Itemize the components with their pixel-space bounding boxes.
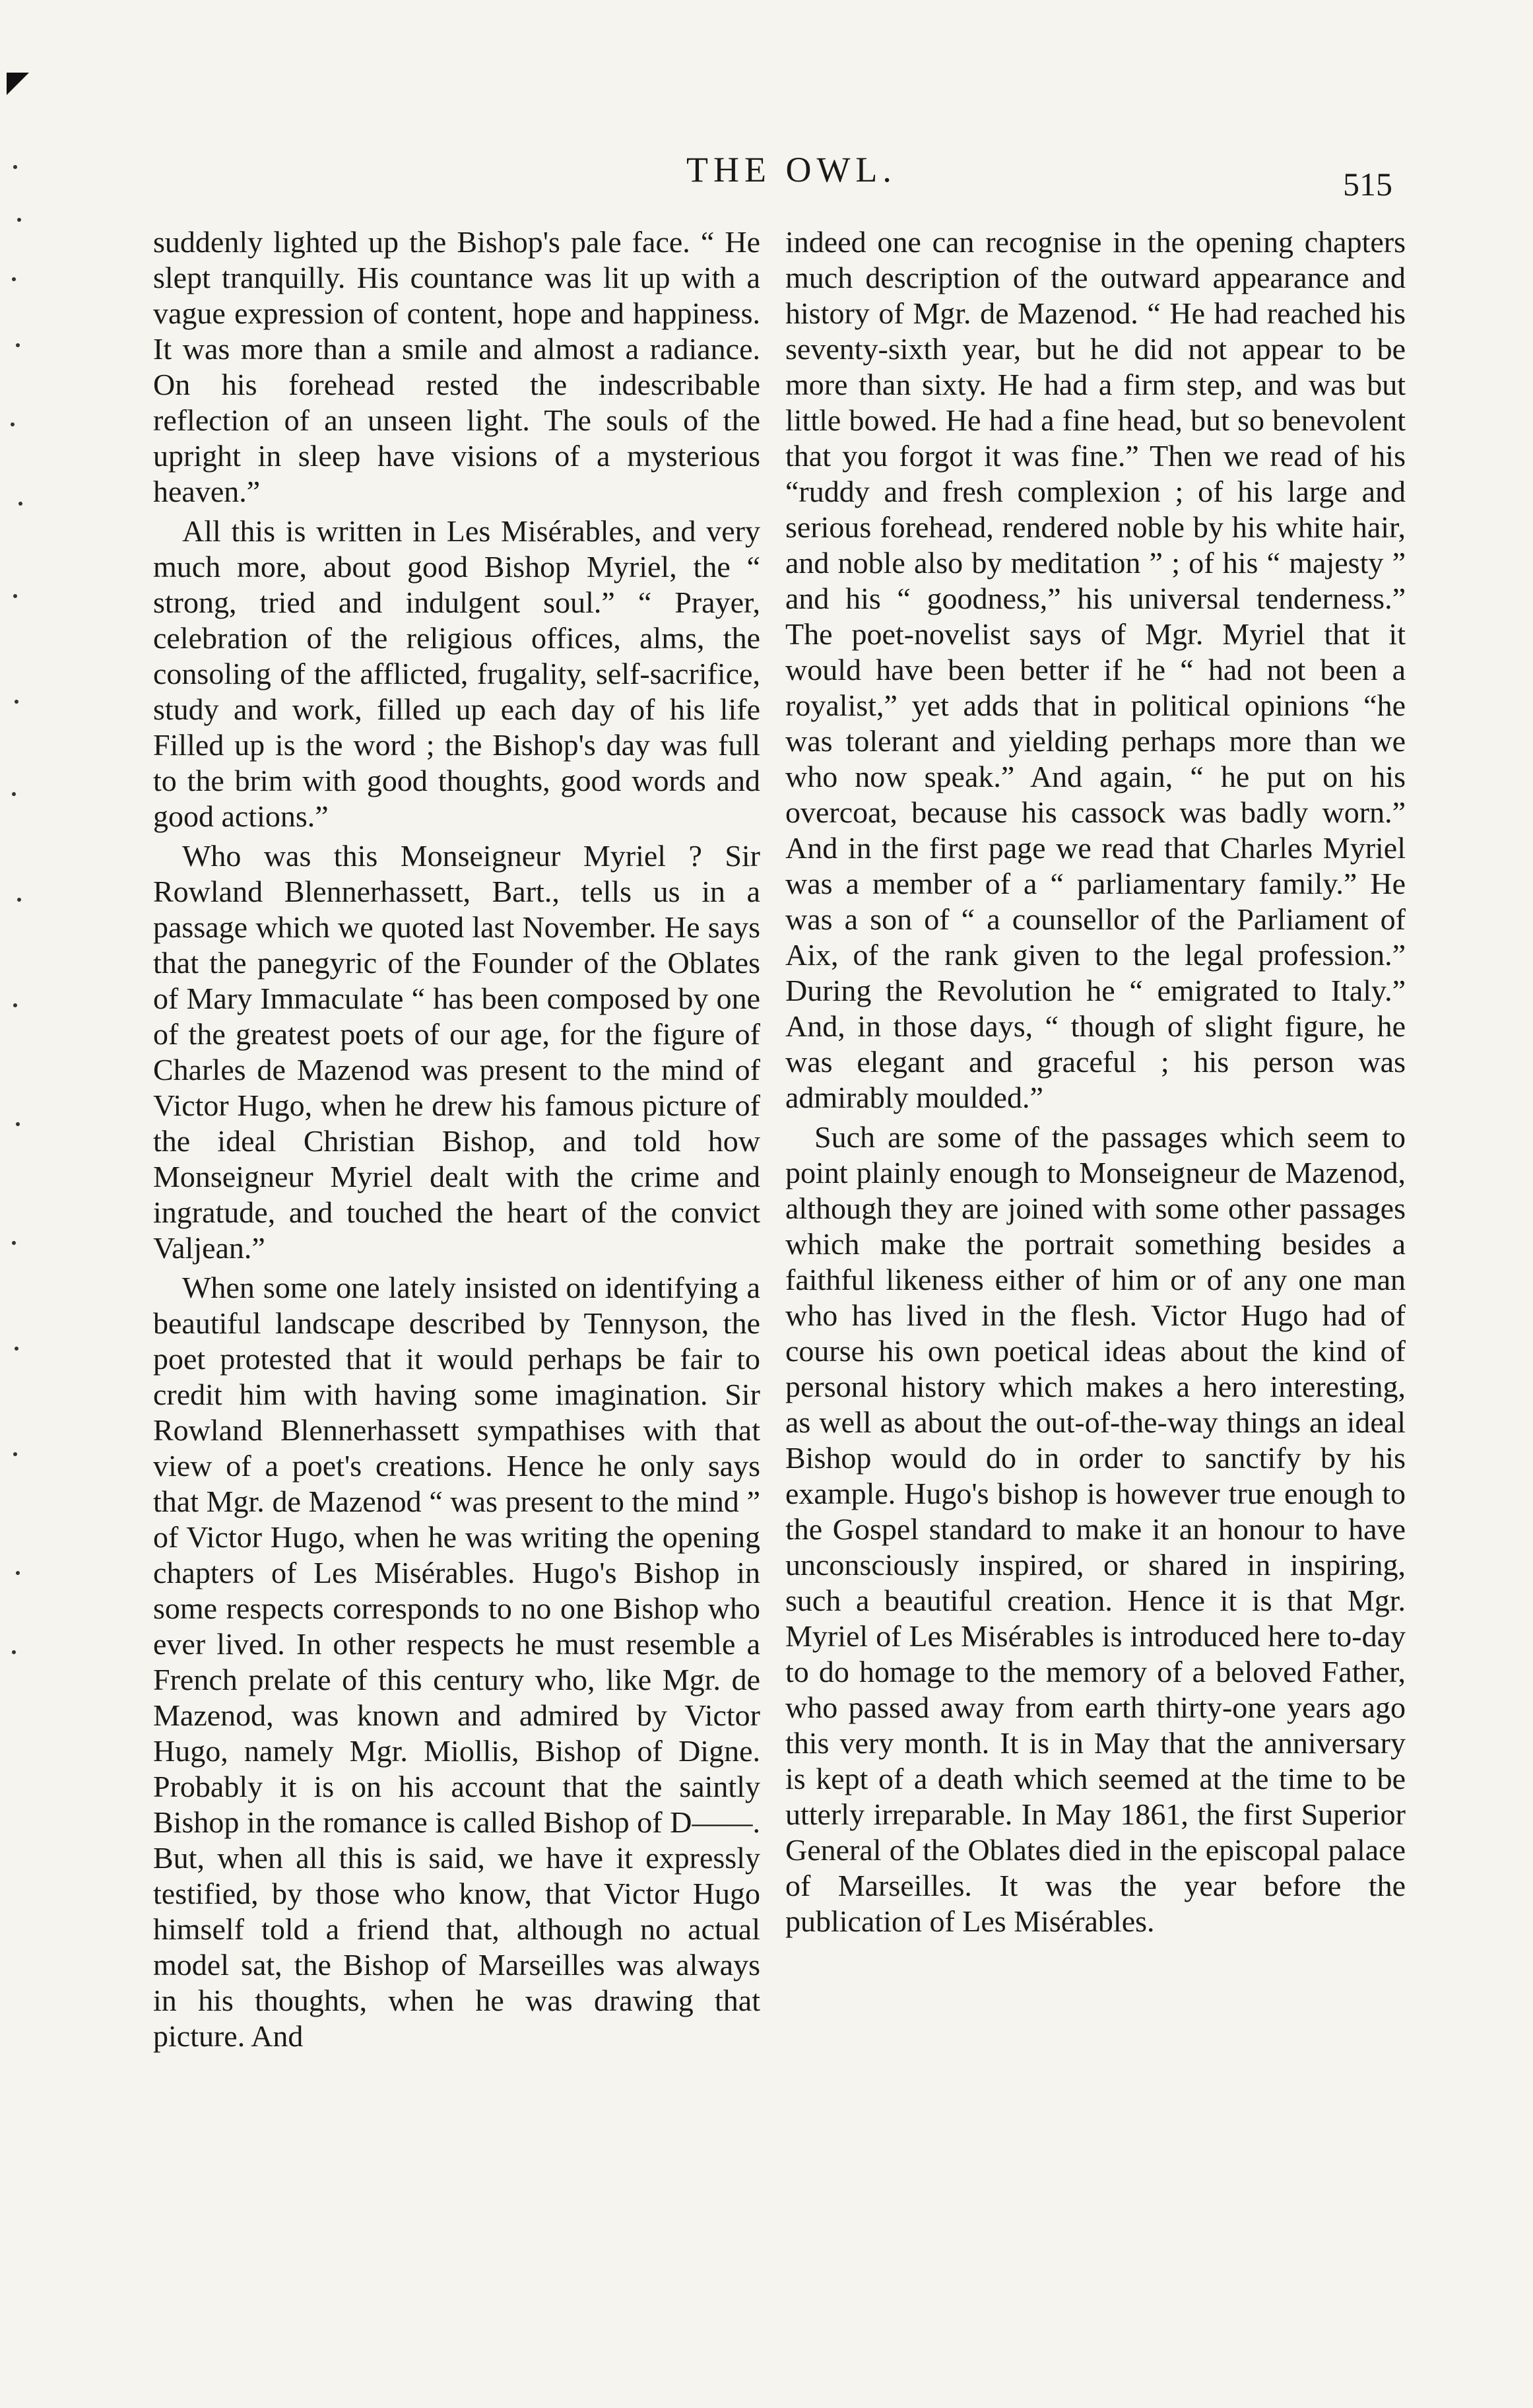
binding-edge-marks [0, 0, 46, 2408]
paragraph: All this is written in Les Misérables, and very much more, about good Bishop Myriel, the “ strong, tried and indulgent soul.” “ Prayer, celebration of the religious offices, alms, the consoling of the afflicted, frugality, self-sacrifice, study and work, filled up each day of his life Filled up is the word ; the Bishop's day was full to the brim with good thoughts, good words and good actions.” [153, 514, 760, 833]
paragraph: Who was this Monseigneur Myriel ? Sir Rowland Blennerhassett, Bart., tells us in a passage which we quoted last November. He says that the panegyric of the Founder of the Oblates of Mary Immaculate “ has been composed by one of the greatest poets of our age, for the figure of Charles de Mazenod was present to the mind of Victor Hugo, when he drew his famous picture of the ideal Christian Bishop, and told how Monseigneur Myriel dealt with the crime and ingratude, and touched the heart of the convict Valjean.” [153, 839, 760, 1265]
text-column-right [785, 224, 1406, 1943]
paragraph: indeed one can recognise in the opening chapters much description of the outward appearance and history of Mgr. de Mazenod. “ He had reached his seventy-sixth year, but he did not appear to be more than sixty. He had a firm step, and was but little bowed. He had a fine head, but so benevolent that you forgot it was fine.” Then we read of his “ruddy and fresh complexion ; of his large and serious forehead, rendered noble by his white hair, and noble also by meditation ” ; of his “ majesty ” and his “ goodness,” his universal tenderness.” The poet-novelist says of Mgr. Myriel that it would have been better if he “ had not been a royalist,” yet adds that in political opinions “he was tolerant and yielding perhaps more than we who now speak.” And again, “ he put on his overcoat, because his cassock was badly worn.” And in the first page we read that Charles Myriel was a member of a “ parliamentary family.” He was a son of “ a counsellor of the Parliament of Aix, of the rank given to the legal profession.” During the Revolution he “ emigrated to Italy.” And, in those days, “ though of slight figure, he was elegant and graceful ; his person was admirably moulded.” [785, 225, 1406, 1114]
page-number: 515 [1343, 166, 1392, 203]
text-column-left [153, 224, 760, 2058]
paragraph: When some one lately insisted on identifying a beautiful landscape described by Tennyson, the poet protested that it would perhaps be fair to credit him with having some imagination. Sir Rowland Blennerhassett sympathises with that view of a poet's creations. Hence he only says that Mgr. de Mazenod “ was present to the mind ” of Victor Hugo, when he was writing the opening chapters of Les Misérables. Hugo's Bishop in some respects corresponds to no one Bishop who ever lived. In other respects he must resemble a French prelate of this century who, like Mgr. de Mazenod, was known and admired by Victor Hugo, namely Mgr. Miollis, Bishop of Digne. Probably it is on his account that the saintly Bishop in the romance is called Bishop of D——. But, when all this is said, we have it expressly testified, by those who know, that Victor Hugo himself told a friend that, although no actual model sat, the Bishop of Marseilles was always in his thoughts, when he was drawing that picture. And [153, 1271, 760, 2053]
running-head-title: THE OWL. [686, 150, 897, 189]
paragraph: Such are some of the passages which seem to point plainly enough to Monseigneur de Mazenod, although they are joined with some other passages which make the portrait something besides a faithful likeness either of him or of any one man who has lived in the flesh. Victor Hugo had of course his own poetical ideas about the kind of personal history which makes a hero interesting, as well as about the out-of-the-way things an ideal Bishop would do in order to sanctify by his example. Hugo's bishop is however true enough to the Gospel standard to make it an honour to have unconsciously inspired, or shared in inspiring, such a beautiful creation. Hence it is that Mgr. Myriel of Les Misérables is introduced here to-day to do homage to the memory of a beloved Father, who passed away from earth thirty-one years ago this very month. It is in May that the anniversary is kept of a death which seemed at the time to be utterly irreparable. In May 1861, the first Superior General of the Oblates died in the episcopal palace of Marseilles. It was the year before the publication of Les Misérables. [785, 1120, 1406, 1938]
paragraph: suddenly lighted up the Bishop's pale face. “ He slept tranquilly. His countance was lit up with a vague expression of content, hope and happiness. It was more than a smile and almost a radiance. On his forehead rested the indescribable reflection of an unseen light. The souls of the upright in sleep have visions of a mysterious heaven.” [153, 225, 760, 508]
